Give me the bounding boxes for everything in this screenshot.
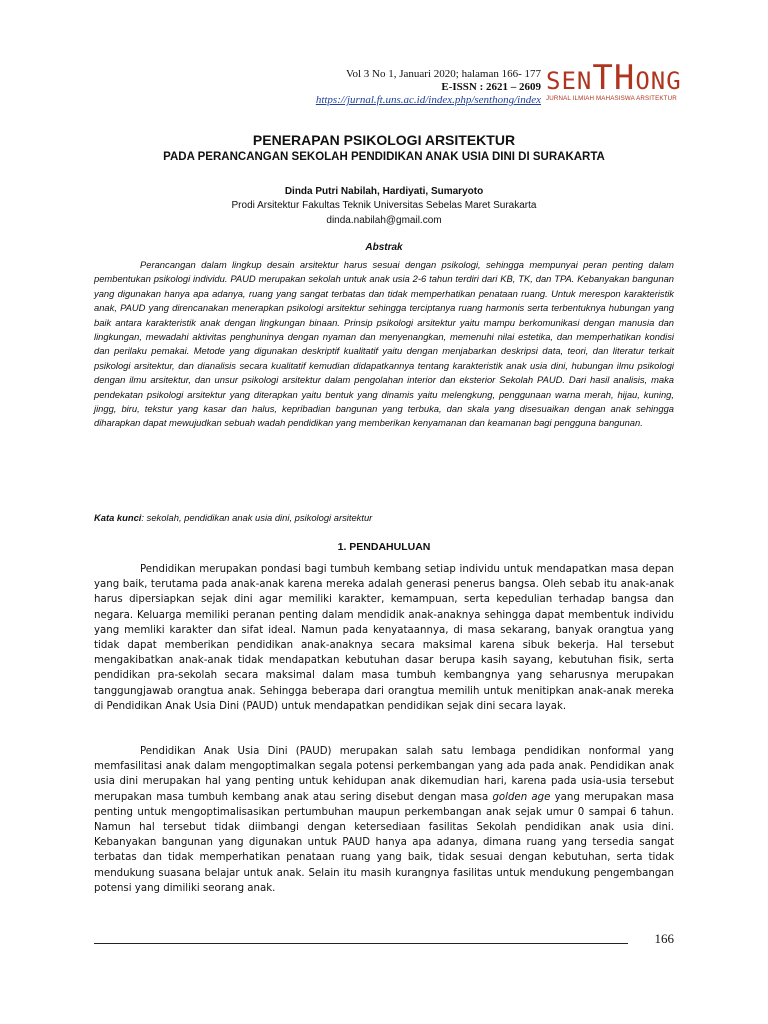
abstract-text: Perancangan dalam lingkup desain arsitektur harus sesuai dengan psikologi, sehingga mempunyai peran penting dalam pembentukan psikologi individu. PAUD merupakan sekolah untuk anak usia 2-6 tahun terdiri dari KB, TK, dan TPA. Kebanyakan bangunan yang digunakan hanya apa adanya, ruang yang sangat terbatas dan tidak memperhatikan penataan ruang. Untuk merespon karakteristik anak, PAUD yang direncanakan menerapkan psikologi arsitektur sehingga terciptanya ruang harmonis serta terbentuknya hubungan yang baik antara karakteristik anak dengan lingkungan binaan. Prinsip psikologi arsitektur yaitu mampu berkomunikasi dengan manusia dan lingkungan, mewadahi aktivitas penghuninya dengan nyaman dan menyenangkan, memenuhi nilai estetika, dan memperhatikan kondisi dan perilaku pemakai. Metode yang digunakan deskriptif kualitatif yaitu dengan menjabarkan deskripsi data, teori, dan literatur terkait psikologi arsitektur, dan dianalisis secara kualitatif kemudian didapatkannya tentang karakteristik anak usia dini, hubungan ilmu psikologi dengan ilmu arsitektur, dan unsur psikologi arsitektur dalam pengolahan interior dan eksterior Sekolah PAUD. Dari hasil analisis, maka pendekatan psikologi arsitektur yang diterapkan yaitu bentuk yang dinamis yaitu melengkung, penggunaan warna merah, hijau, kuning, jingg, biru, tekstur yang kasar dan halus, kepribadian bangunan yang terbuka, dan skala yang disesuaikan dengan anak sehingga diharapkan dapat mewujudkan sebuah wadah pendidikan yang memberikan kenyamanan dan keamanan bagi pengguna bangunan. bbox=[94, 259, 674, 429]
authors: Dinda Putri Nabilah, Hardiyati, Sumaryoto bbox=[284, 186, 484, 197]
paper-subtitle: PADA PERANCANGAN SEKOLAH PENDIDIKAN ANAK USIA DINI DI SURAKARTA bbox=[163, 151, 605, 163]
journal-header bbox=[316, 68, 541, 107]
volume-info: Vol 3 No 1, Januari 2020; halaman 166- 177 bbox=[345, 68, 541, 80]
logo-wordmark: SENTHONG bbox=[546, 58, 682, 98]
keywords-list: : sekolah, pendidikan anak usia dini, psikologi arsitektur bbox=[141, 512, 373, 523]
page-number: 166 bbox=[654, 931, 674, 946]
issn: E-ISSN : 2621 – 2609 bbox=[441, 81, 541, 93]
logo-subtitle: JURNAL ILMIAH MAHASISWA ARSITEKTUR bbox=[546, 95, 677, 102]
page-footer bbox=[94, 933, 674, 947]
footer-rule bbox=[94, 943, 628, 944]
affiliation: Prodi Arsitektur Fakultas Teknik Universitas Sebelas Maret Surakarta bbox=[231, 200, 537, 211]
paper-title: PENERAPAN PSIKOLOGI ARSITEKTUR bbox=[252, 132, 516, 148]
author-email: dinda.nabilah@gmail.com bbox=[326, 215, 442, 226]
paragraph-1: Pendidikan merupakan pondasi bagi tumbuh kembang setiap individu untuk mendapatkan masa depan yang baik, terutama pada anak-anak karena mereka adalah generasi penerus bangsa. Oleh sebab itu anak-anak harus dipersiapkan sejak dini agar memiliki karakter, kemampuan, serta kepedulian terhadap bangsa dan negara. Keluarga memiliki peranan penting dalam mendidik anak-anaknya sehingga dapat membentuk individu yang memliki karakter dan sifat ideal. Namun pada kenyataannya, di masa sekarang, banyak orangtua yang tidak dapat memberikan pendidikan anak-anaknya secara maksimal karena sibuk bekerja. Hal tersebut mengakibatkan anak-anak tidak mendapatkan kebutuhan dasar berupa kasih sayang, kebutuhan fisik, serta pendidikan pra-sekolah secara maksimal dalam masa tumbuh kembangnya yang seharusnya merupakan tanggungjawab orangtua anak. Sehingga beberapa dari orangtua memilih untuk menitipkan anak-anak mereka di Pendidikan Anak Usia Dini (PAUD) untuk mendapatkan pendidikan sejak dini secara layak. bbox=[94, 564, 674, 712]
abstract-heading: Abstrak bbox=[365, 242, 403, 253]
journal-url-link[interactable]: https://jurnal.ft.uns.ac.id/index.php/senthong/index bbox=[315, 94, 541, 106]
keywords bbox=[94, 512, 674, 523]
paragraph-2: Pendidikan Anak Usia Dini (PAUD) merupakan salah satu lembaga pendidikan nonformal yang memfasilitasi anak dalam mengoptimalkan segala potensi perkembangan yang ada pada anak. Pendidikan anak usia dini merupakan hal yang penting untuk kehidupan anak dikemudian hari, karena pada usia-usia tersebut merupakan masa tumbuh kembang anak atau sering disebut dengan masa golden age yang merupakan masa penting untuk mengoptimalisasikan pertumbuhan maupun perkembangan anak sejak umur 0 sampai 6 tahun. Namun hal tersebut tidak diimbangi dengan ketersediaan fasilitas Sekolah pendidikan anak usia dini. Kebanyakan bangunan yang digunakan untuk PAUD hanya apa adanya, dimana ruang yang tersedia sangat terbatas dan tidak memperhatikan penataan ruang yang baik, tidak sesuai dengan kebutuhan, serta tidak mendukung suasana belajar untuk anak. Selain itu masih kurangnya fasilitas untuk mendukung pengembangan potensi yang dimiliki seorang anak. bbox=[94, 746, 675, 894]
section-heading: 1. PENDAHULUAN bbox=[337, 541, 431, 553]
golden-age-term: golden age bbox=[492, 791, 551, 803]
keywords-label: Kata kunci bbox=[94, 512, 142, 523]
senthong-logo bbox=[546, 58, 686, 102]
